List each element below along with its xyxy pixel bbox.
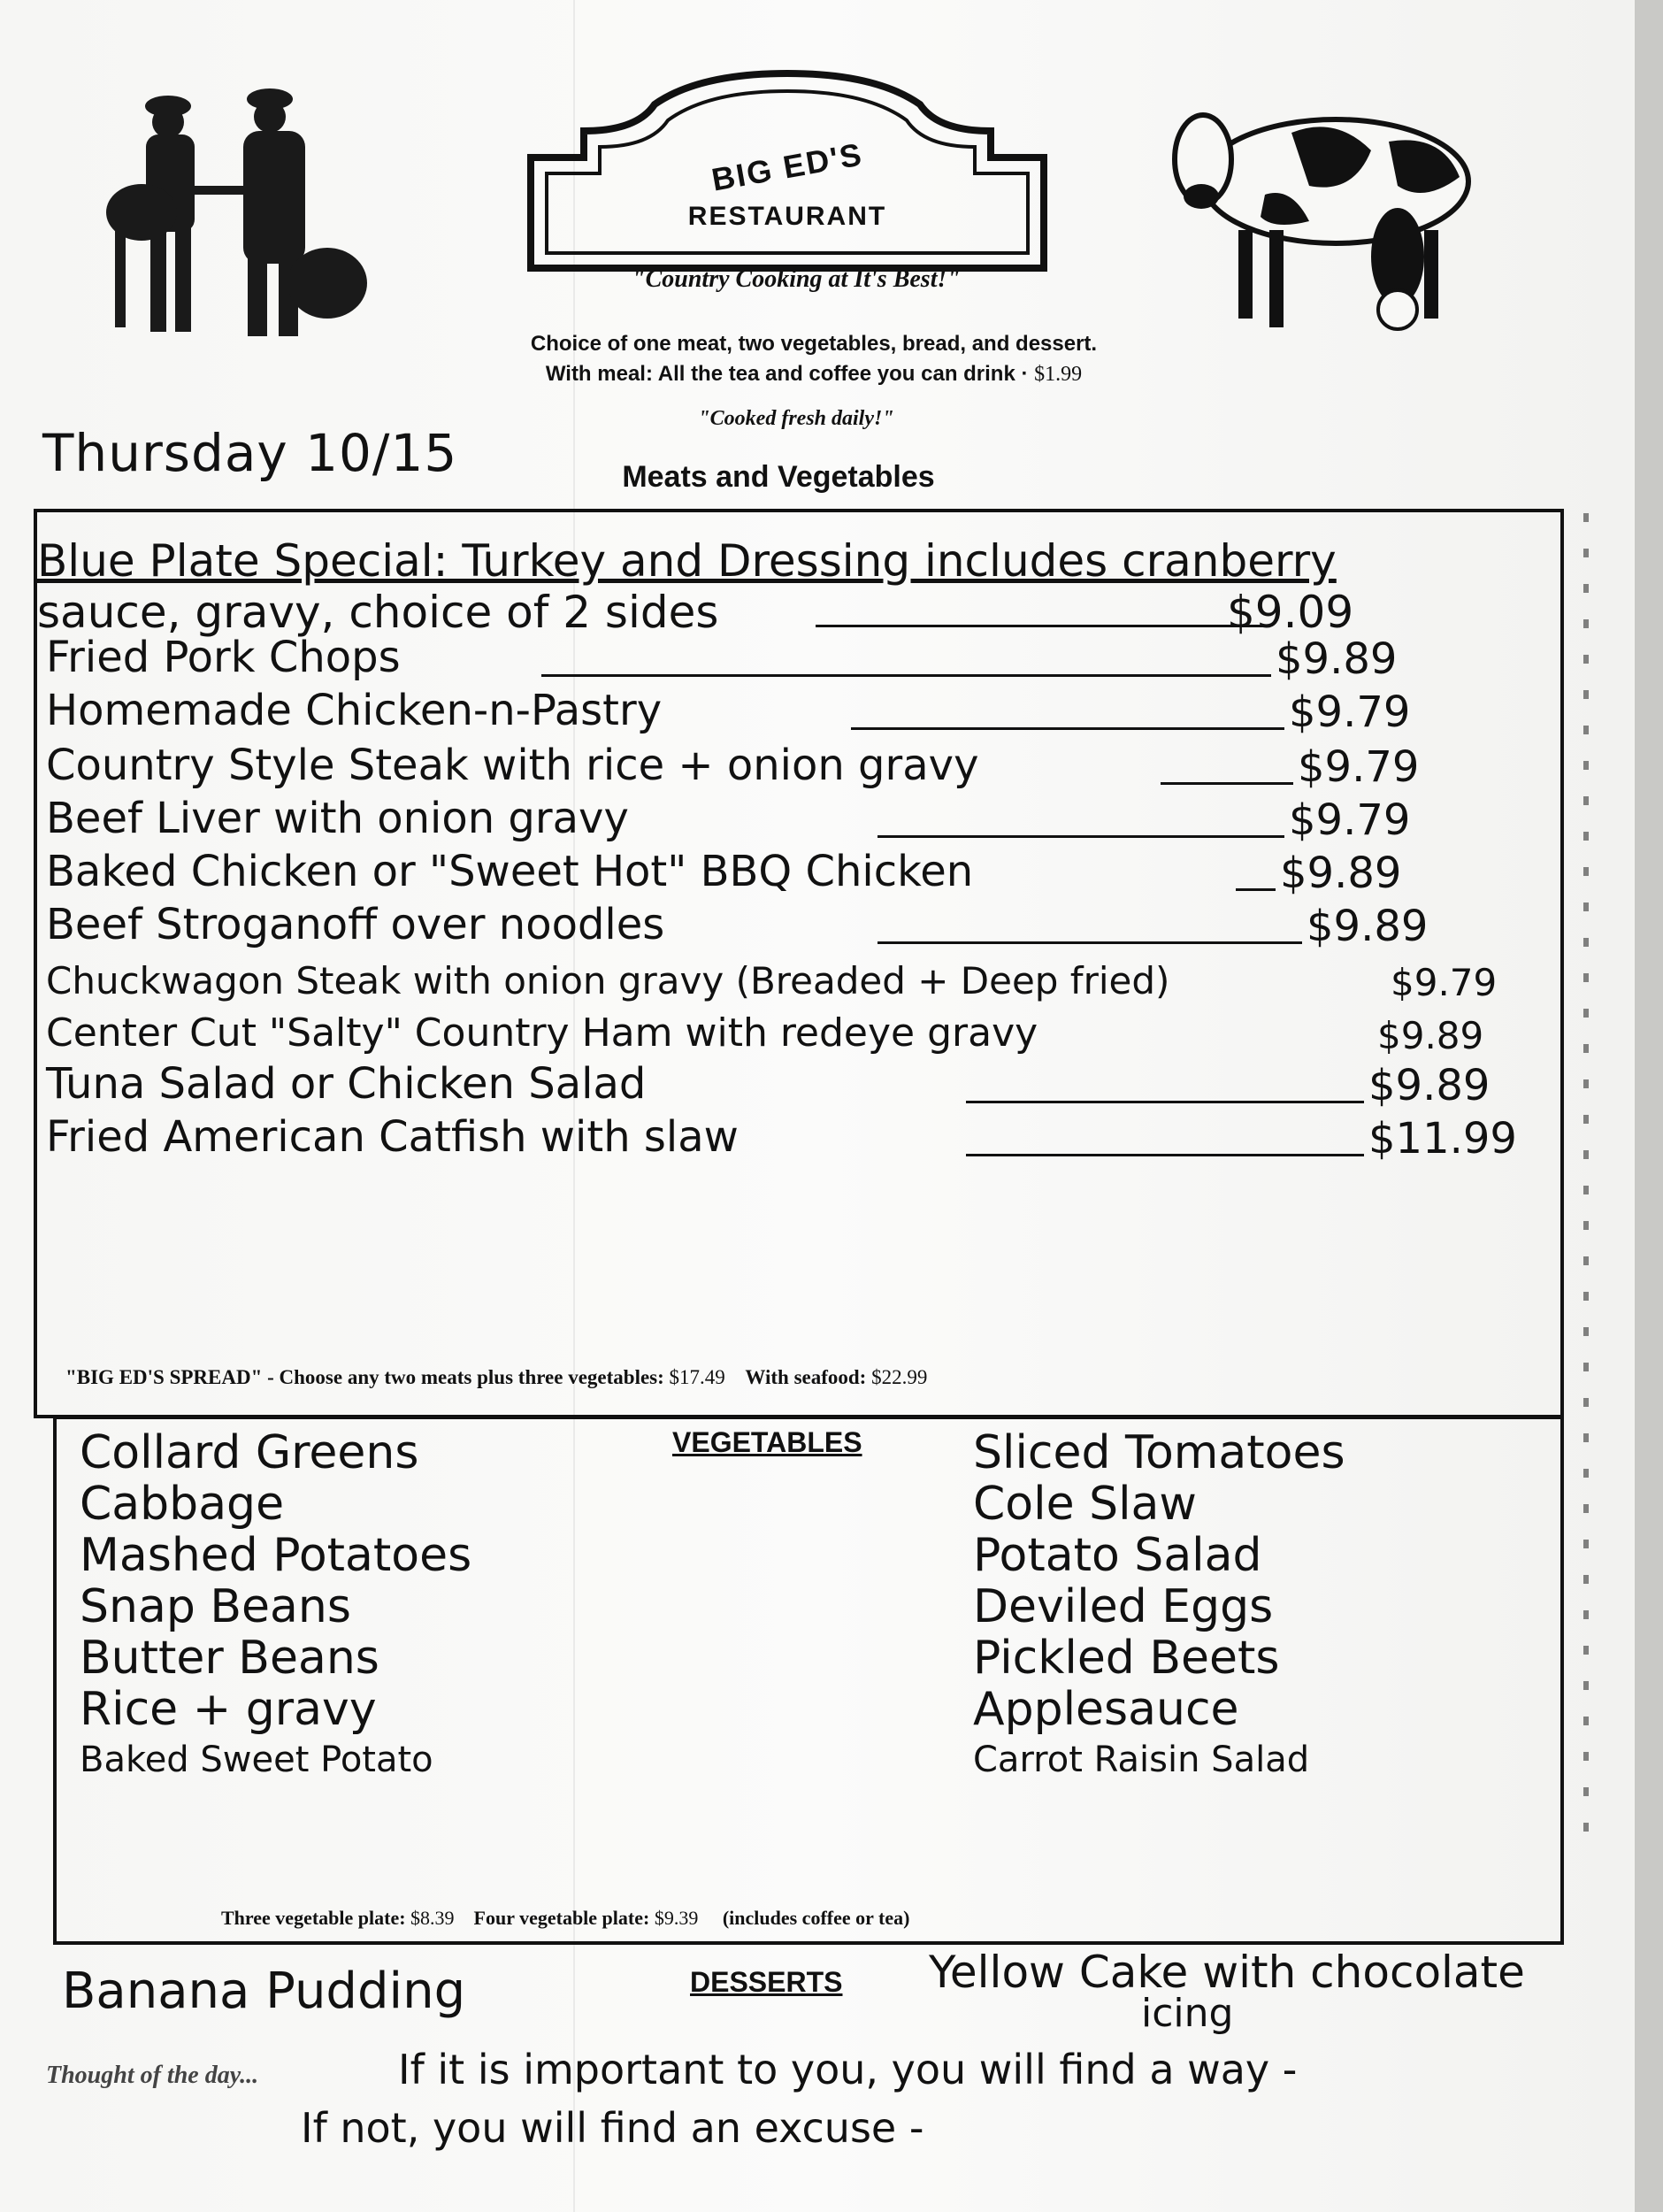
- special-title: Blue Plate Special: Turkey and Dressing includes cranberry: [37, 535, 1337, 587]
- meat-item: [46, 794, 1550, 849]
- vegetable-item: Baked Sweet Potato: [80, 1740, 433, 1780]
- meat-item-price: $9.79: [1289, 687, 1411, 737]
- farmer-calf-illustration: [97, 80, 389, 354]
- meat-item: [46, 956, 1550, 1008]
- leader-line: [851, 727, 1284, 730]
- three-veg-price: $8.39: [410, 1907, 455, 1929]
- meat-item-name: Chuckwagon Steak with onion gravy (Breaded + Deep fried): [46, 959, 1170, 1002]
- meat-item-name: Center Cut "Salty" Country Ham with redeye gravy: [46, 1010, 1038, 1056]
- drink-text: With meal: All the tea and coffee you can drink: [545, 362, 1015, 386]
- vegetable-item: Cole Slaw: [973, 1478, 1197, 1531]
- meat-item: [46, 1059, 1550, 1114]
- dessert-yellow-cake-line1: Yellow Cake with chocolate: [929, 1947, 1525, 1998]
- leader-line: [877, 941, 1302, 944]
- cow-illustration: [1159, 97, 1504, 345]
- special-line2: [37, 587, 1399, 638]
- vegetables-heading: VEGETABLES: [672, 1426, 862, 1458]
- three-veg-label: Three vegetable plate:: [221, 1907, 406, 1929]
- thought-line2: If not, you will find an excuse -: [301, 2104, 924, 2152]
- desserts-heading: DESSERTS: [690, 1966, 843, 1998]
- drink-price: $1.99: [1034, 363, 1083, 386]
- restaurant-subtitle: RESTAURANT: [687, 202, 887, 231]
- spread-label: "BIG ED'S SPREAD" - Choose any two meats plus three vegetables:: [65, 1366, 664, 1388]
- special-price: $9.09: [1227, 587, 1354, 638]
- vegetable-item: Potato Salad: [973, 1529, 1262, 1582]
- vegetable-plate-prices: [221, 1907, 909, 1930]
- leader-line: [966, 1101, 1364, 1103]
- four-veg-label: Four vegetable plate:: [473, 1907, 650, 1929]
- meat-item-price: $11.99: [1368, 1114, 1517, 1164]
- restaurant-logo: [522, 69, 1053, 273]
- meat-item: [46, 1112, 1550, 1167]
- meat-item-price: $9.79: [1391, 961, 1498, 1004]
- meat-item-price: $9.89: [1307, 902, 1429, 951]
- special-description: sauce, gravy, choice of 2 sides: [37, 587, 719, 638]
- vegetable-item: Mashed Potatoes: [80, 1529, 472, 1582]
- meat-item: [46, 900, 1550, 955]
- leader-line: [1236, 888, 1276, 891]
- meats-heading: Meats and Vegetables: [622, 460, 935, 494]
- big-eds-spread: [65, 1366, 1516, 1389]
- vegetable-item: Cabbage: [80, 1478, 285, 1531]
- meat-item-name: Fried American Catfish with slaw: [46, 1112, 739, 1162]
- vegetable-item: Collard Greens: [80, 1426, 419, 1479]
- tagline: "Country Cooking at It's Best!": [632, 265, 961, 293]
- meat-item: [46, 633, 1550, 687]
- meat-item-price: $9.79: [1289, 795, 1411, 845]
- vegetable-item: Snap Beans: [80, 1580, 351, 1633]
- includes-note: (includes coffee or tea): [722, 1907, 910, 1929]
- vegetable-item: Deviled Eggs: [973, 1580, 1274, 1633]
- meal-description-line2: With meal: All the tea and coffee you can drink · $1.99: [545, 362, 1083, 386]
- meat-item-name: Beef Liver with onion gravy: [46, 794, 629, 843]
- dessert-yellow-cake-line2: icing: [1141, 1991, 1234, 2036]
- meal-description: [372, 329, 1256, 389]
- meat-item-price: $9.89: [1280, 849, 1402, 898]
- vegetable-item: Sliced Tomatoes: [973, 1426, 1345, 1479]
- vegetable-item: Rice + gravy: [80, 1683, 377, 1736]
- thought-line1: If it is important to you, you will find a way -: [398, 2046, 1298, 2093]
- vegetable-item: Applesauce: [973, 1683, 1239, 1736]
- leader-line: [877, 835, 1284, 838]
- meat-item-name: Tuna Salad or Chicken Salad: [46, 1059, 647, 1109]
- vegetable-item: Butter Beans: [80, 1632, 379, 1685]
- perforation-marks: [1583, 513, 1589, 1840]
- meat-item-name: Baked Chicken or "Sweet Hot" BBQ Chicken: [46, 847, 974, 896]
- seafood-price: $22.99: [871, 1366, 928, 1388]
- vegetables-right-list: [973, 1426, 1345, 1791]
- restaurant-name: BIG ED'S: [709, 135, 866, 198]
- dessert-yellow-cake: [929, 1947, 1525, 2036]
- meat-item-name: Homemade Chicken-n-Pastry: [46, 686, 663, 735]
- meat-item: [46, 847, 1550, 902]
- meat-item: [46, 686, 1550, 741]
- meats-box: [34, 509, 1564, 1418]
- handwritten-date: Thursday 10/15: [42, 423, 458, 483]
- paper-edge: [1635, 0, 1663, 2212]
- meat-item: [46, 741, 1550, 795]
- leader-line: [966, 1154, 1364, 1156]
- spread-price: $17.49: [669, 1366, 725, 1388]
- meat-item: [46, 1010, 1550, 1061]
- vegetable-item: Pickled Beets: [973, 1632, 1280, 1685]
- meat-item-price: $9.79: [1298, 742, 1420, 792]
- dessert-banana-pudding: Banana Pudding: [62, 1962, 466, 2020]
- meat-item-price: $9.89: [1276, 634, 1398, 684]
- leader-line: [1161, 782, 1293, 785]
- leader-line: [541, 674, 1271, 677]
- four-veg-price: $9.39: [654, 1907, 699, 1929]
- meat-item-name: Beef Stroganoff over noodles: [46, 900, 665, 949]
- vegetables-left-list: [80, 1426, 471, 1791]
- meat-item-price: $9.89: [1377, 1014, 1484, 1057]
- cooked-fresh-note: "Cooked fresh daily!": [698, 407, 894, 430]
- meat-item-price: $9.89: [1368, 1061, 1491, 1110]
- meat-item-name: Country Style Steak with rice + onion gravy: [46, 741, 979, 790]
- special-line1: [37, 535, 1337, 587]
- seafood-label: With seafood:: [745, 1366, 867, 1388]
- vegetable-item: Carrot Raisin Salad: [973, 1740, 1310, 1780]
- leader-line: [816, 625, 1267, 627]
- meal-description-line1: Choice of one meat, two vegetables, bread, and dessert.: [530, 332, 1098, 356]
- thought-label: Thought of the day...: [46, 2062, 259, 2089]
- meat-item-name: Fried Pork Chops: [46, 633, 401, 682]
